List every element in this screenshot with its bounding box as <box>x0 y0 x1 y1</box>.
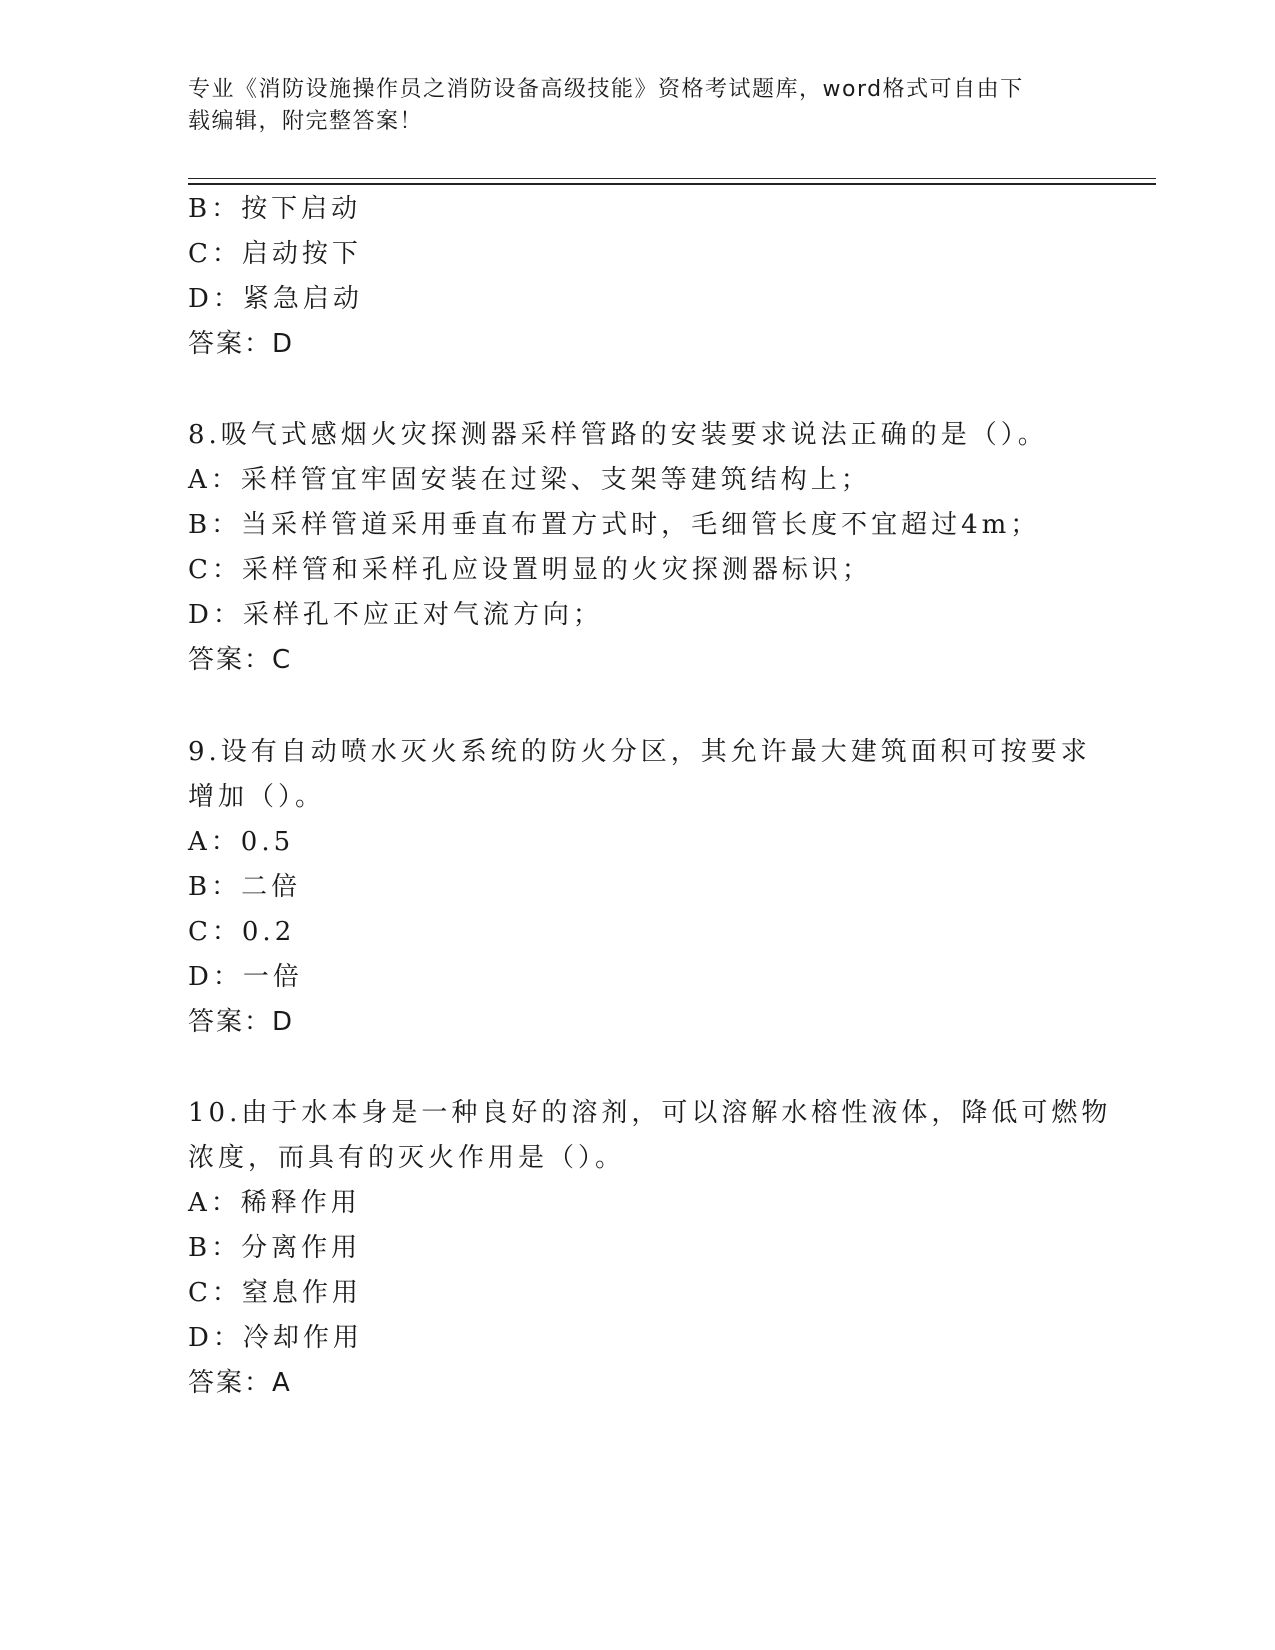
q7-option-d: D：紧急启动 <box>188 284 363 314</box>
q8-option-d: D：采样孔不应正对气流方向； <box>188 600 603 630</box>
q8-stem: 8.吸气式感烟火灾探测器采样管路的安装要求说法正确的是（）。 <box>188 420 1048 450</box>
q10-option-d: D：冷却作用 <box>188 1323 363 1353</box>
q10-stem-line-1: 10.由于水本身是一种良好的溶剂，可以溶解水榕性液体，降低可燃物 <box>188 1098 1112 1128</box>
header-line-1: 专业《消防设施操作员之消防设备高级技能》资格考试题库，word格式可自由下 <box>188 77 1024 102</box>
q9-option-a: A：0.5 <box>188 827 295 857</box>
q9-option-d: D：一倍 <box>188 962 303 992</box>
document-header <box>188 74 1068 138</box>
q9-answer: 答案：D <box>188 1007 295 1037</box>
q10-answer: 答案：A <box>188 1368 292 1398</box>
header-rule-thick <box>188 183 1156 185</box>
q10-option-b: B：分离作用 <box>188 1233 362 1263</box>
q8-option-b: B：当采样管道采用垂直布置方式时，毛细管长度不宜超过4m； <box>188 510 1041 540</box>
header-rule-thin <box>188 178 1156 179</box>
q10-stem-line-2: 浓度，而具有的灭火作用是（）。 <box>188 1143 626 1173</box>
q9-stem-line-1: 9.设有自动喷水灭火系统的防火分区，其允许最大建筑面积可按要求 <box>188 737 1091 767</box>
q8-answer: 答案：C <box>188 645 293 675</box>
q10-option-c: C：窒息作用 <box>188 1278 362 1308</box>
q9-option-b: B：二倍 <box>188 872 302 902</box>
q9-stem-line-2: 增加（）。 <box>188 782 326 812</box>
q9-option-c: C：0.2 <box>188 917 296 947</box>
q7-option-c: C：启动按下 <box>188 239 362 269</box>
q8-option-c: C：采样管和采样孔应设置明显的火灾探测器标识； <box>188 555 872 585</box>
q10-option-a: A：稀释作用 <box>188 1188 361 1218</box>
q8-option-a: A：采样管宜牢固安装在过梁、支架等建筑结构上； <box>188 465 871 495</box>
header-line-2: 载编辑，附完整答案！ <box>188 109 424 134</box>
q7-option-b: B：按下启动 <box>188 194 362 224</box>
q7-answer: 答案：D <box>188 329 295 359</box>
